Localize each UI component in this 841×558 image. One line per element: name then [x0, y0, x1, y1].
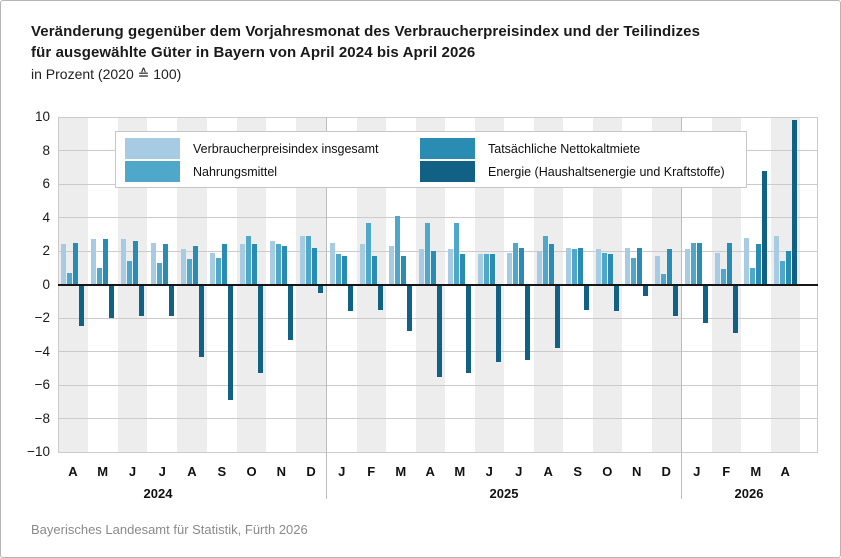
- bar-nahrungsmittel: [691, 243, 696, 285]
- bar-nettokaltmiete: [786, 251, 791, 285]
- y-axis-label: 2: [42, 243, 50, 258]
- month-label: S: [217, 464, 227, 479]
- bar-nahrungsmittel: [187, 259, 192, 284]
- bar-nettokaltmiete: [490, 254, 495, 284]
- legend-column-2: [420, 138, 725, 187]
- bar-vpi: [448, 249, 453, 284]
- month-label: J: [693, 464, 701, 479]
- bar-nahrungsmittel: [216, 258, 221, 285]
- bar-nettokaltmiete: [431, 251, 436, 285]
- page-title: [31, 21, 816, 63]
- bar-energie: [318, 285, 323, 293]
- y-axis-label: −4: [34, 343, 50, 359]
- gridline-y--8: [58, 418, 818, 419]
- bar-vpi: [240, 244, 245, 284]
- month-label: J: [158, 464, 166, 479]
- month-label: A: [68, 464, 78, 479]
- bar-energie: [733, 285, 738, 334]
- month-label: N: [276, 464, 287, 479]
- bar-energie: [762, 171, 767, 285]
- month-label: N: [632, 464, 642, 479]
- bar-vpi: [360, 244, 365, 284]
- bar-vpi: [537, 251, 542, 285]
- month-label: J: [128, 464, 137, 479]
- bar-nettokaltmiete: [578, 248, 583, 285]
- bar-nettokaltmiete: [727, 243, 732, 285]
- bar-energie: [584, 285, 589, 310]
- legend-entry-energie: [420, 161, 725, 182]
- legend-swatch-vpi-icon: [125, 138, 180, 159]
- bar-energie: [555, 285, 560, 349]
- bar-nettokaltmiete: [103, 239, 108, 284]
- bar-nettokaltmiete: [697, 243, 702, 285]
- bar-nettokaltmiete: [252, 244, 257, 284]
- legend-label-nahrungsmittel: Nahrungsmittel: [193, 164, 278, 179]
- zero-axis-line: [58, 284, 818, 286]
- month-label: F: [367, 464, 376, 479]
- bar-energie: [407, 285, 412, 332]
- title-line-1: Veränderung gegenüber dem Vorjahresmonat des Verbraucherpreisindex und der Teilindizes: [31, 23, 701, 40]
- bar-vpi: [715, 253, 720, 285]
- bar-vpi: [478, 254, 483, 284]
- bar-nahrungsmittel: [780, 261, 785, 284]
- bar-energie: [348, 285, 353, 312]
- legend-label-vpi: Verbraucherpreisindex insgesamt: [193, 141, 379, 156]
- y-axis-label: 10: [34, 109, 50, 124]
- bar-energie: [792, 120, 797, 284]
- bar-vpi: [270, 241, 275, 285]
- year-label-2025: 2025: [489, 486, 519, 501]
- bar-energie: [703, 285, 708, 324]
- bar-energie: [139, 285, 144, 317]
- bar-vpi: [655, 256, 660, 284]
- bar-nahrungsmittel: [572, 249, 577, 284]
- bar-vpi: [419, 249, 424, 284]
- year-label-2026: 2026: [734, 486, 764, 501]
- bar-energie: [614, 285, 619, 312]
- legend-swatch-nettokaltmiete-icon: [420, 138, 475, 159]
- bar-vpi: [151, 243, 156, 285]
- bar-nahrungsmittel: [425, 223, 430, 285]
- bar-vpi: [774, 236, 779, 285]
- bar-energie: [673, 285, 678, 317]
- bar-energie: [169, 285, 174, 317]
- bar-nahrungsmittel: [306, 236, 311, 285]
- bar-vpi: [330, 243, 335, 285]
- bar-nettokaltmiete: [549, 244, 554, 284]
- month-label: O: [246, 464, 257, 479]
- bar-vpi: [121, 239, 126, 284]
- month-label: S: [573, 464, 583, 479]
- bar-vpi: [210, 253, 215, 285]
- bar-energie: [466, 285, 471, 374]
- bar-nahrungsmittel: [157, 263, 162, 285]
- bar-nettokaltmiete: [401, 256, 406, 284]
- bar-energie: [258, 285, 263, 374]
- legend-swatch-energie-icon: [420, 161, 475, 182]
- bar-energie: [288, 285, 293, 340]
- month-label: M: [395, 464, 407, 479]
- source-note: Bayerisches Landesamt für Statistik, Fürth 2026: [31, 522, 308, 537]
- bar-nahrungsmittel: [513, 243, 518, 285]
- legend-entry-vpi: [125, 138, 420, 159]
- y-axis-label: −10: [27, 444, 50, 459]
- month-label: D: [661, 464, 671, 479]
- bar-nettokaltmiete: [756, 244, 761, 284]
- bar-energie: [643, 285, 648, 297]
- bar-nettokaltmiete: [282, 246, 287, 285]
- month-label: M: [454, 464, 466, 479]
- month-label: D: [306, 464, 316, 479]
- y-axis-label: 4: [42, 209, 50, 225]
- bar-nahrungsmittel: [395, 216, 400, 285]
- month-label: O: [602, 464, 613, 479]
- legend-swatch-nahrungsmittel-icon: [125, 161, 180, 182]
- bar-energie: [199, 285, 204, 357]
- bar-nahrungsmittel: [97, 268, 102, 285]
- legend-entry-nahrungsmittel: [125, 161, 420, 182]
- bar-nettokaltmiete: [342, 256, 347, 284]
- y-axis-label: −6: [34, 377, 50, 392]
- month-label: A: [425, 464, 435, 479]
- gridline-y-4: [58, 217, 818, 218]
- bar-vpi: [181, 249, 186, 284]
- bar-nettokaltmiete: [519, 248, 524, 285]
- bar-nettokaltmiete: [608, 254, 613, 284]
- gridline-y--10: [58, 452, 818, 453]
- bar-nettokaltmiete: [222, 244, 227, 284]
- y-axis-label: 8: [42, 142, 50, 158]
- month-label: A: [780, 464, 790, 479]
- bar-nahrungsmittel: [454, 223, 459, 285]
- bar-nettokaltmiete: [667, 249, 672, 284]
- month-label: A: [543, 464, 553, 479]
- bar-energie: [437, 285, 442, 377]
- legend-column-1: [125, 138, 420, 187]
- bar-nahrungsmittel: [127, 261, 132, 284]
- bar-nettokaltmiete: [460, 254, 465, 284]
- bar-nahrungsmittel: [602, 253, 607, 285]
- bar-nettokaltmiete: [163, 244, 168, 284]
- gridline-y-2: [58, 251, 818, 252]
- bar-nettokaltmiete: [133, 241, 138, 285]
- bar-nettokaltmiete: [193, 246, 198, 285]
- bar-vpi: [625, 248, 630, 285]
- bar-nettokaltmiete: [73, 243, 78, 285]
- bar-vpi: [744, 238, 749, 285]
- month-label: J: [338, 464, 346, 479]
- bar-energie: [496, 285, 501, 362]
- bar-nahrungsmittel: [484, 254, 489, 284]
- bar-nahrungsmittel: [543, 236, 548, 285]
- bar-nahrungsmittel: [721, 269, 726, 284]
- legend-label-energie: Energie (Haushaltsenergie und Kraftstoffe): [488, 164, 725, 179]
- month-label: F: [722, 464, 731, 479]
- chart-legend: [115, 131, 747, 188]
- bar-nahrungsmittel: [750, 268, 755, 285]
- month-label: M: [97, 464, 109, 479]
- bar-energie: [109, 285, 114, 319]
- title-line-2: für ausgewählte Güter in Bayern von April 2024 bis April 2026: [31, 44, 476, 61]
- y-axis-label: 6: [42, 176, 50, 191]
- month-label: J: [515, 464, 523, 479]
- bar-nahrungsmittel: [276, 244, 281, 284]
- bar-nahrungsmittel: [631, 258, 636, 285]
- bar-vpi: [91, 239, 96, 284]
- bar-nettokaltmiete: [312, 248, 317, 285]
- y-axis-label: 0: [42, 276, 50, 292]
- bar-energie: [79, 285, 84, 327]
- legend-entry-nettokaltmiete: [420, 138, 725, 159]
- bar-nahrungsmittel: [246, 236, 251, 285]
- bar-vpi: [596, 249, 601, 284]
- bar-nettokaltmiete: [372, 256, 377, 284]
- month-label: J: [485, 464, 493, 479]
- bar-nettokaltmiete: [637, 248, 642, 285]
- y-axis-label: −2: [34, 310, 50, 325]
- bar-vpi: [61, 244, 66, 284]
- gridline-y--6: [58, 385, 818, 386]
- bar-nahrungsmittel: [336, 254, 341, 284]
- bar-vpi: [507, 253, 512, 285]
- bar-vpi: [389, 246, 394, 285]
- bar-energie: [378, 285, 383, 310]
- bar-energie: [228, 285, 233, 401]
- bar-energie: [525, 285, 530, 360]
- month-label: M: [750, 464, 762, 479]
- bar-vpi: [685, 249, 690, 284]
- bar-nahrungsmittel: [366, 223, 371, 285]
- y-axis-label: −8: [34, 410, 50, 426]
- year-label-2024: 2024: [143, 486, 173, 501]
- title-block: [31, 21, 816, 84]
- bar-vpi: [300, 236, 305, 285]
- chart-subtitle: in Prozent (2020 ≙ 100): [31, 66, 182, 82]
- legend-label-nettokaltmiete: Tatsächliche Nettokaltmiete: [488, 141, 641, 156]
- gridline-y-10: [58, 117, 818, 118]
- month-label: A: [187, 464, 197, 479]
- bar-vpi: [566, 248, 571, 285]
